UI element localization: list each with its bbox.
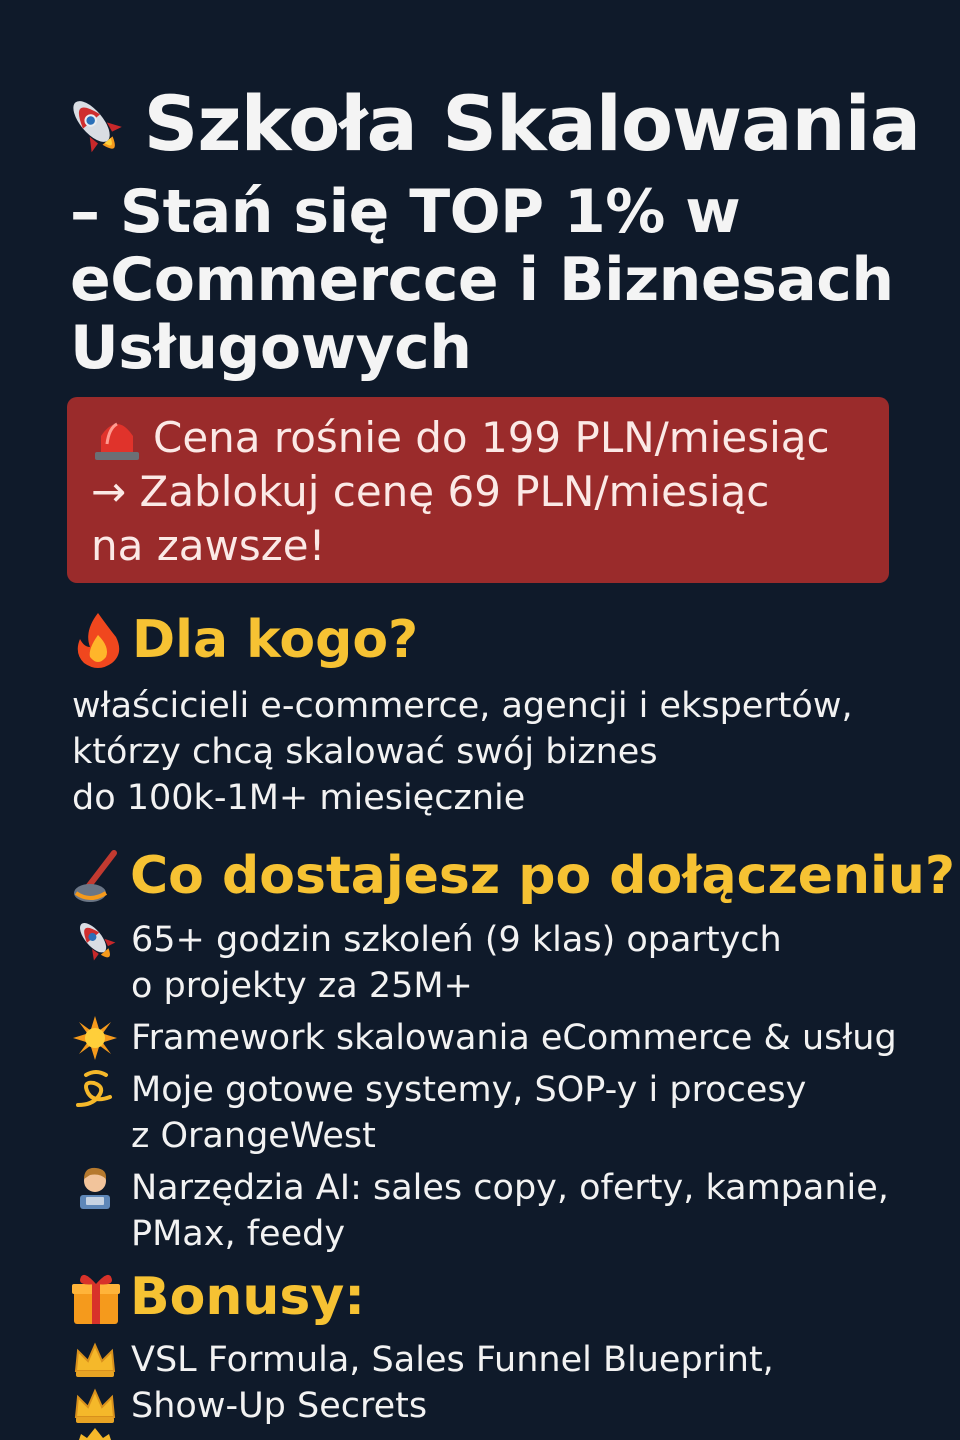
list-item <box>72 1067 932 1159</box>
alert-line-text: Cena rośnie do 199 PLN/miesiąc <box>153 413 830 462</box>
list-item <box>72 1383 932 1429</box>
curly-loop-icon <box>72 1067 118 1113</box>
description-line: właścicieli e-commerce, agencji i ekspertów, <box>72 686 853 726</box>
section-heading-text: Dla kogo? <box>132 610 419 670</box>
section-heading-bonuses <box>70 1264 365 1330</box>
subtitle-line: eCommercce i Biznesach <box>70 245 894 315</box>
bonus-line: Show-Up Secrets <box>131 1386 428 1426</box>
siren-icon <box>91 414 143 462</box>
list-item <box>72 1165 932 1257</box>
section-heading-what-you-get <box>70 843 955 909</box>
page-subtitle <box>70 178 930 382</box>
alert-line <box>91 411 865 465</box>
item-line: z OrangeWest <box>131 1116 376 1156</box>
person-at-laptop-icon <box>72 1165 118 1211</box>
subtitle-line: Usługowych <box>70 313 472 383</box>
description-line: którzy chcą skalować swój biznes <box>72 732 658 772</box>
page-title <box>60 78 920 168</box>
section-heading-for-whom <box>72 607 418 673</box>
for-whom-description <box>72 683 932 821</box>
hockey-stick-icon <box>70 847 122 905</box>
bonus-line: VSL Formula, Sales Funnel Blueprint, <box>131 1340 774 1380</box>
alert-line: → Zablokuj cenę 69 PLN/miesiąc <box>91 467 770 516</box>
list-item <box>72 1337 932 1383</box>
item-line: Framework skalowania eCommerce & usług <box>131 1018 897 1058</box>
item-line: 65+ godzin szkoleń (9 klas) opartych <box>131 920 782 960</box>
section-heading-text: Co dostajesz po dołączeniu? <box>130 846 956 906</box>
sun-burst-icon <box>72 1015 118 1061</box>
section-heading-text: Bonusy: <box>130 1267 366 1327</box>
title-main: Szkoła Skalowania <box>143 78 920 168</box>
rocket-icon <box>60 78 126 168</box>
rocket-icon <box>72 917 118 963</box>
subtitle-line: – Stań się TOP 1% w <box>70 177 741 247</box>
item-line: Narzędzia AI: sales copy, oferty, kampanie, <box>131 1168 889 1208</box>
crown-icon <box>72 1383 118 1429</box>
item-line: PMax, feedy <box>131 1214 346 1254</box>
list-item <box>72 917 932 1009</box>
crown-icon <box>72 1337 118 1383</box>
price-alert-banner <box>67 397 889 583</box>
item-line: Moje gotowe systemy, SOP-y i procesy <box>131 1070 807 1110</box>
list-item <box>72 1015 932 1061</box>
description-line: do 100k-1M+ miesięcznie <box>72 778 526 818</box>
alert-line: na zawsze! <box>91 521 326 570</box>
item-line: o projekty za 25M+ <box>131 966 473 1006</box>
fire-icon <box>72 611 124 669</box>
crown-icon <box>75 1428 115 1440</box>
gift-icon <box>70 1268 122 1326</box>
